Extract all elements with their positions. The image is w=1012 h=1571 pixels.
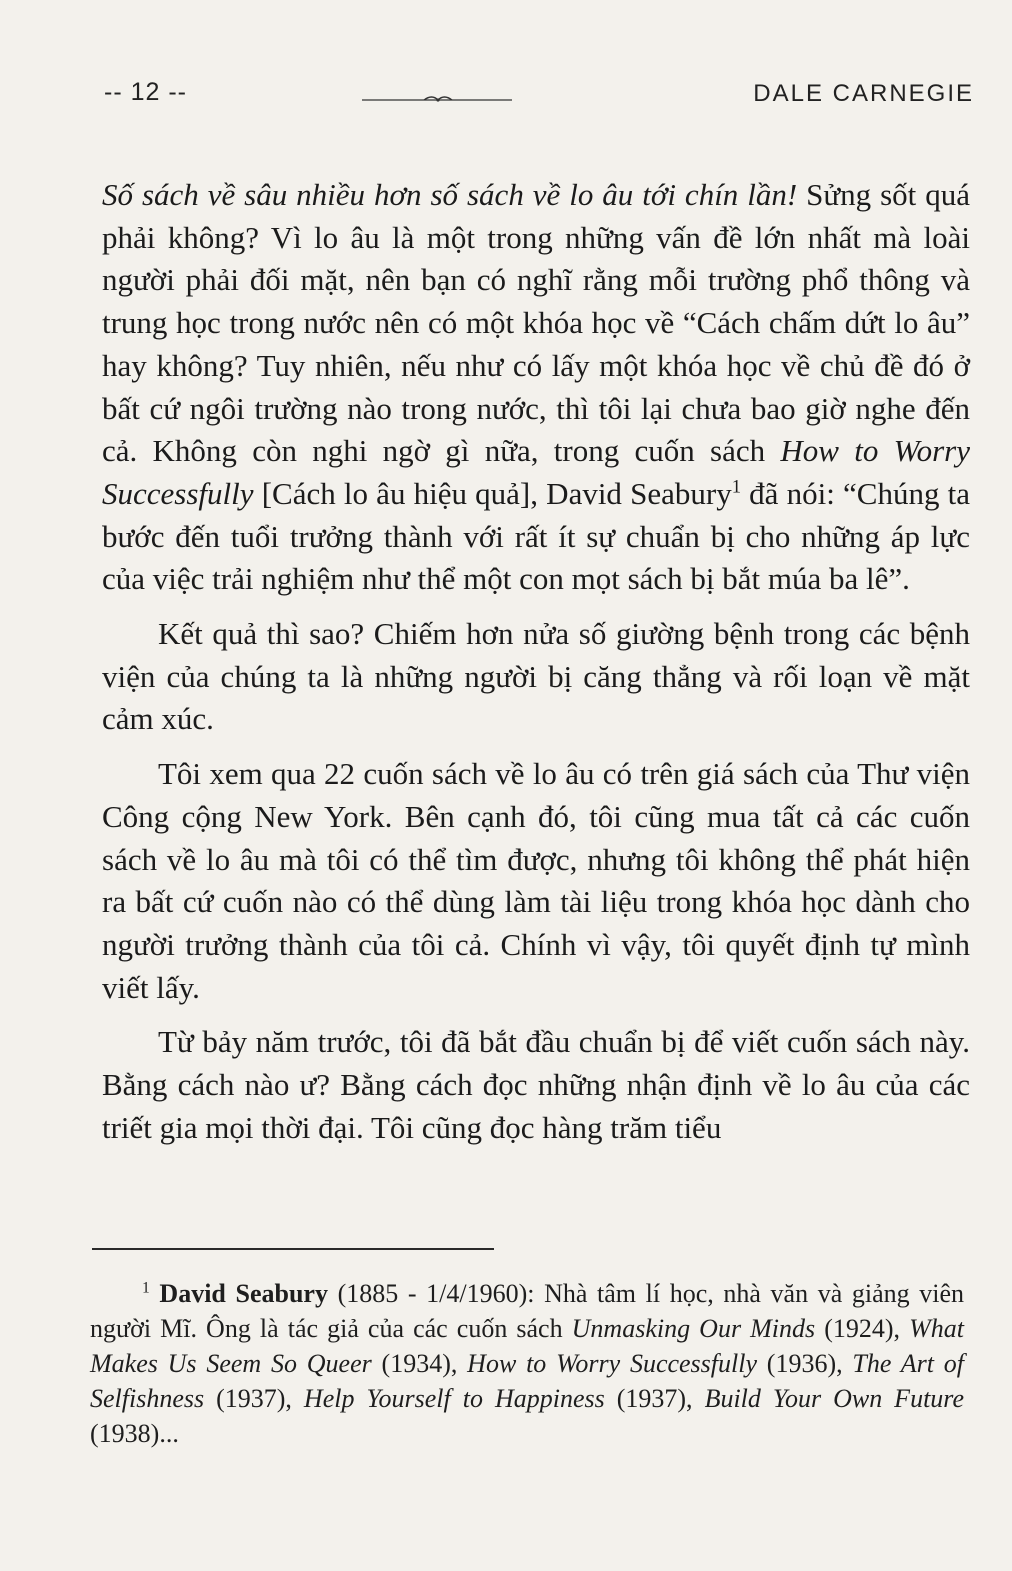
lead-italic: Số sách về sâu nhiều hơn số sách về lo âu tới chín lần! <box>102 177 798 212</box>
footnote-text: (1934), <box>371 1349 468 1378</box>
paragraph-4: Từ bảy năm trước, tôi đã bắt đầu chuẩn bị để viết cuốn sách này. Bằng cách nào ư? Bằng cách đọc những nhận định về lo âu của các triết gia mọi thời đại. Tôi cũng đọc hàng trăm tiểu <box>102 1024 970 1145</box>
footnote-divider <box>92 1248 494 1250</box>
ornament-divider-icon <box>362 94 512 104</box>
body-text <box>102 174 970 1161</box>
footnote-text: (1885 - 1/4/1960): Nhà tâm lí học, nhà văn và giảng viên người Mĩ. Ông là tác giả của các cuốn sách <box>90 1279 964 1343</box>
footnote-book-title: Help Yourself to Happiness <box>303 1384 605 1413</box>
footnote-book-title: Build Your Own Future <box>704 1384 964 1413</box>
footnote-text: (1937), <box>204 1384 304 1413</box>
footnote-book-title: How to Worry Successfully <box>467 1349 758 1378</box>
footnote <box>90 1276 964 1451</box>
paragraph-1-text-c: đã nói: “Chúng ta bước đến tuổi trưởng thành với rất ít sự chuẩn bị cho những áp lực của việc trải nghiệm như thể một con mọt sách bị bắt múa ba lê”. <box>102 475 971 597</box>
page-number: -- 12 -- <box>104 78 187 106</box>
footnote-book-title: What Makes Us Seem So Queer <box>90 1314 964 1378</box>
footnote-book-title: Unmasking Our Minds <box>571 1314 816 1343</box>
footnote-text: (1938)... <box>90 1419 179 1448</box>
footnote-name: David Seabury <box>159 1279 328 1308</box>
paragraph-1-text-a: Sửng sốt quá phải không? Vì lo âu là một trong những vấn đề lớn nhất mà loài người phải đối mặt, nên bạn có nghĩ rằng mỗi trường phổ thông và trung học trong nước nên có một khóa học về “Cách chấm dứt lo âu” hay không? Tuy nhiên, nếu như có lấy một khóa học về chủ đề đó ở bất cứ ngôi trường nào trong nước, thì tôi lại chưa bao giờ nghe đến cả. Không còn nghi ngờ gì nữa, trong cuốn sách <box>102 177 970 469</box>
footnote-reference: 1 <box>731 476 741 498</box>
footnote-text: (1924), <box>815 1314 910 1343</box>
page-header <box>104 78 974 118</box>
paragraph-2: Kết quả thì sao? Chiếm hơn nửa số giường bệnh trong các bệnh viện của chúng ta là những người bị căng thẳng và rối loạn về mặt cảm xúc. <box>102 616 970 737</box>
running-head-author: DALE CARNEGIE <box>753 80 974 107</box>
paragraph-3: Tôi xem qua 22 cuốn sách về lo âu có trên giá sách của Thư viện Công cộng New York. Bên cạnh đó, tôi cũng mua tất cả các cuốn sách về lo âu mà tôi có thể tìm được, nhưng tôi không thể phát hiện ra bất cứ cuốn nào có thể dùng làm tài liệu trong khóa học dành cho người trưởng thành của tôi cả. Chính vì vậy, tôi quyết định tự mình viết lấy. <box>102 756 970 1005</box>
paragraph-1 <box>102 174 970 601</box>
book-title-italic: How to Worry Successfully <box>102 433 971 511</box>
footnote-book-title: The Art of Selfishness <box>90 1349 964 1413</box>
footnote-marker: 1 <box>142 1279 150 1297</box>
paragraph-1-text-b: [Cách lo âu hiệu quả], David Seabury <box>253 475 732 511</box>
footnote-text: (1937), <box>604 1384 705 1413</box>
footnote-text: (1936), <box>757 1349 853 1378</box>
